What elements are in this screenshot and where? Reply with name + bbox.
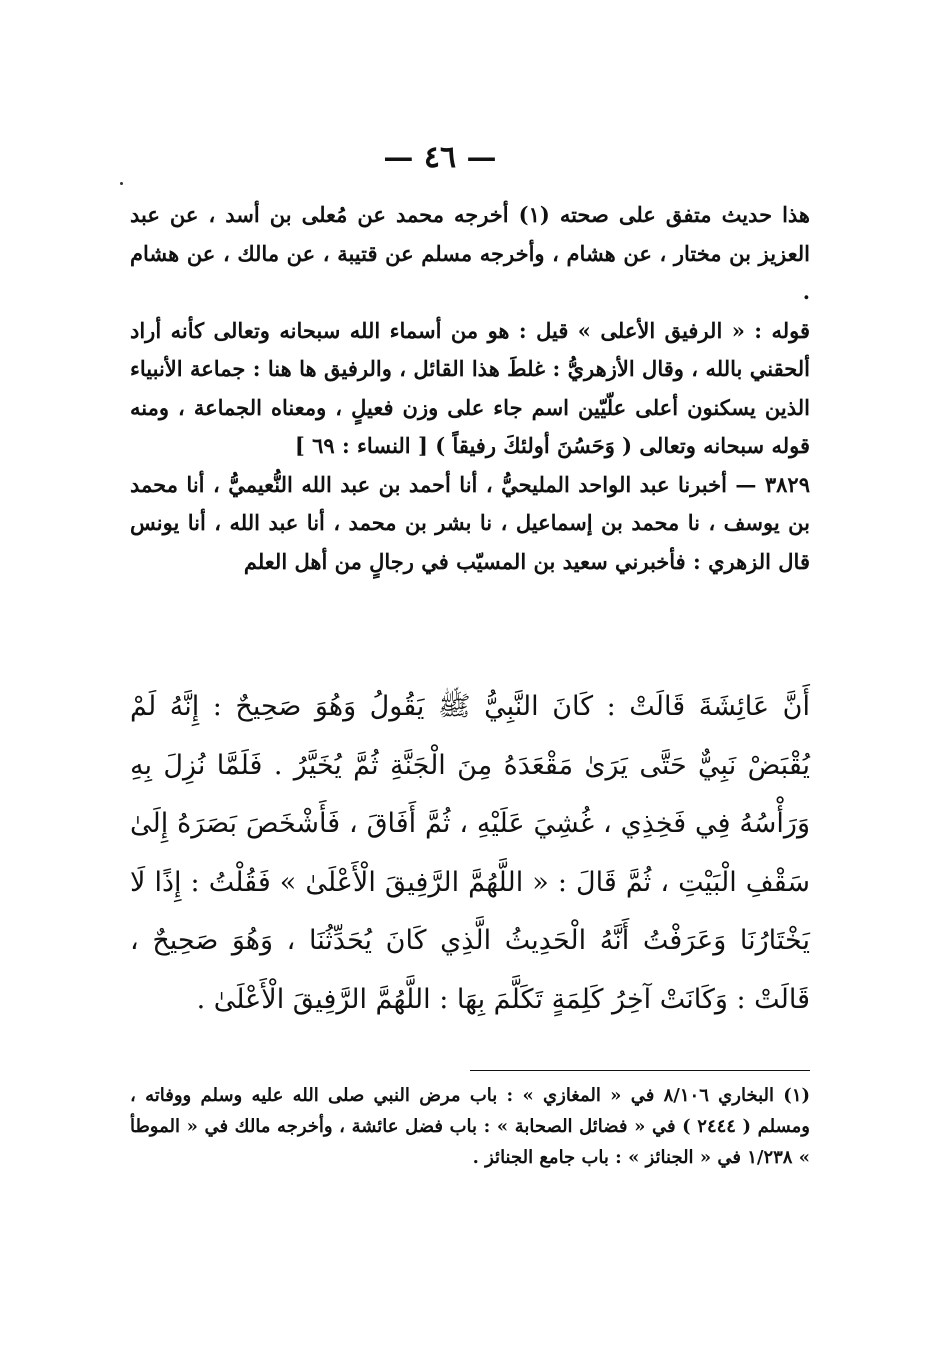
page-number: — ٤٦ — bbox=[383, 140, 497, 175]
footnote-separator bbox=[470, 1070, 810, 1071]
print-speck bbox=[120, 182, 123, 185]
paragraph-hadith-source: هذا حديث متفق على صحته (١) أخرجه محمد عن مُعلى بن أسد ، عن عبد العزيز بن مختار ، عن هشام ، وأخرجه مسلم عن قتيبة ، عن مالك ، عن هشام . bbox=[130, 202, 810, 304]
paragraph-isnad-3829: ٣٨٢٩ — أخبرنا عبد الواحد المليحيُّ ، أنا أحمد بن عبد الله النُّعيميُّ ، أنا محمد بن يوسف ، نا محمد بن إسماعيل ، نا بشر بن محمد ، أنا عبد الله ، أنا يونس قال الزهري : فأخبرني سعيد بن المسيّب في رجالٍ من أهل العلم bbox=[130, 471, 810, 574]
hadith-text-block bbox=[130, 678, 810, 1029]
paragraph-rafiq-explanation: قوله : « الرفيق الأعلى » قيل : هو من أسماء الله سبحانه وتعالى كأنه أراد ألحقني بالله ، وقال الأزهريُّ : غلطَ هذا القائل ، والرفيق ها هنا : جماعة الأنبياء الذين يسكنون أعلى علّيّين اسم جاء على وزن فعيلٍ ، ومعناه الجماعة ، ومنه قوله سبحانه وتعالى ( وَحَسُنَ أولئكَ رفيقاً ) [ النساء : ٦٩ ] bbox=[130, 317, 810, 458]
hadith-matn: أَنَّ عَائِشَةَ قَالَتْ : كَانَ النَّبِيُّ ﷺ يَقُولُ وَهُوَ صَحِيحٌ : إِنَّهُ لَمْ يُقْبَضْ نَبِيٌّ حَتَّى يَرَىٰ مَقْعَدَهُ مِنَ الْجَنَّةِ ثُمَّ يُخَيَّرُ . فَلَمَّا نُزِلَ بِهِ وَرَأْسُهُ فِي فَخِذِي ، غُشِيَ عَلَيْهِ ، ثُمَّ أَفَاقَ ، فَأَشْخَصَ بَصَرَهُ إِلَىٰ سَقْفِ الْبَيْتِ ، ثُمَّ قَالَ : « اللَّهُمَّ الرَّفِيقَ الْأَعْلَىٰ » فَقُلْتُ : إِذًا لَا يَخْتَارُنَا وَعَرَفْتُ أَنَّهُ الْحَدِيثُ الَّذِي كَانَ يُحَدِّثُنَا ، وَهُوَ صَحِيحٌ ، قَالَتْ : وَكَانَتْ آخِرُ كَلِمَةٍ تَكَلَّمَ بِهَا : اللَّهُمَّ الرَّفِيقَ الْأَعْلَىٰ . bbox=[130, 691, 810, 1015]
footnote-1: (١) البخاري ٨/١٠٦ في « المغازي » : باب مرض النبي صلى الله عليه وسلم ووفاته ، ومسلم ( ٢٤٤٤ ) في « فضائل الصحابة » : باب فضل عائشة ، وأخرجه مالك في « الموطأ » ١/٢٣٨ في « الجنائز » : باب جامع الجنائز . bbox=[130, 1085, 811, 1168]
commentary-block bbox=[130, 196, 810, 581]
footnote-block bbox=[130, 1080, 810, 1173]
